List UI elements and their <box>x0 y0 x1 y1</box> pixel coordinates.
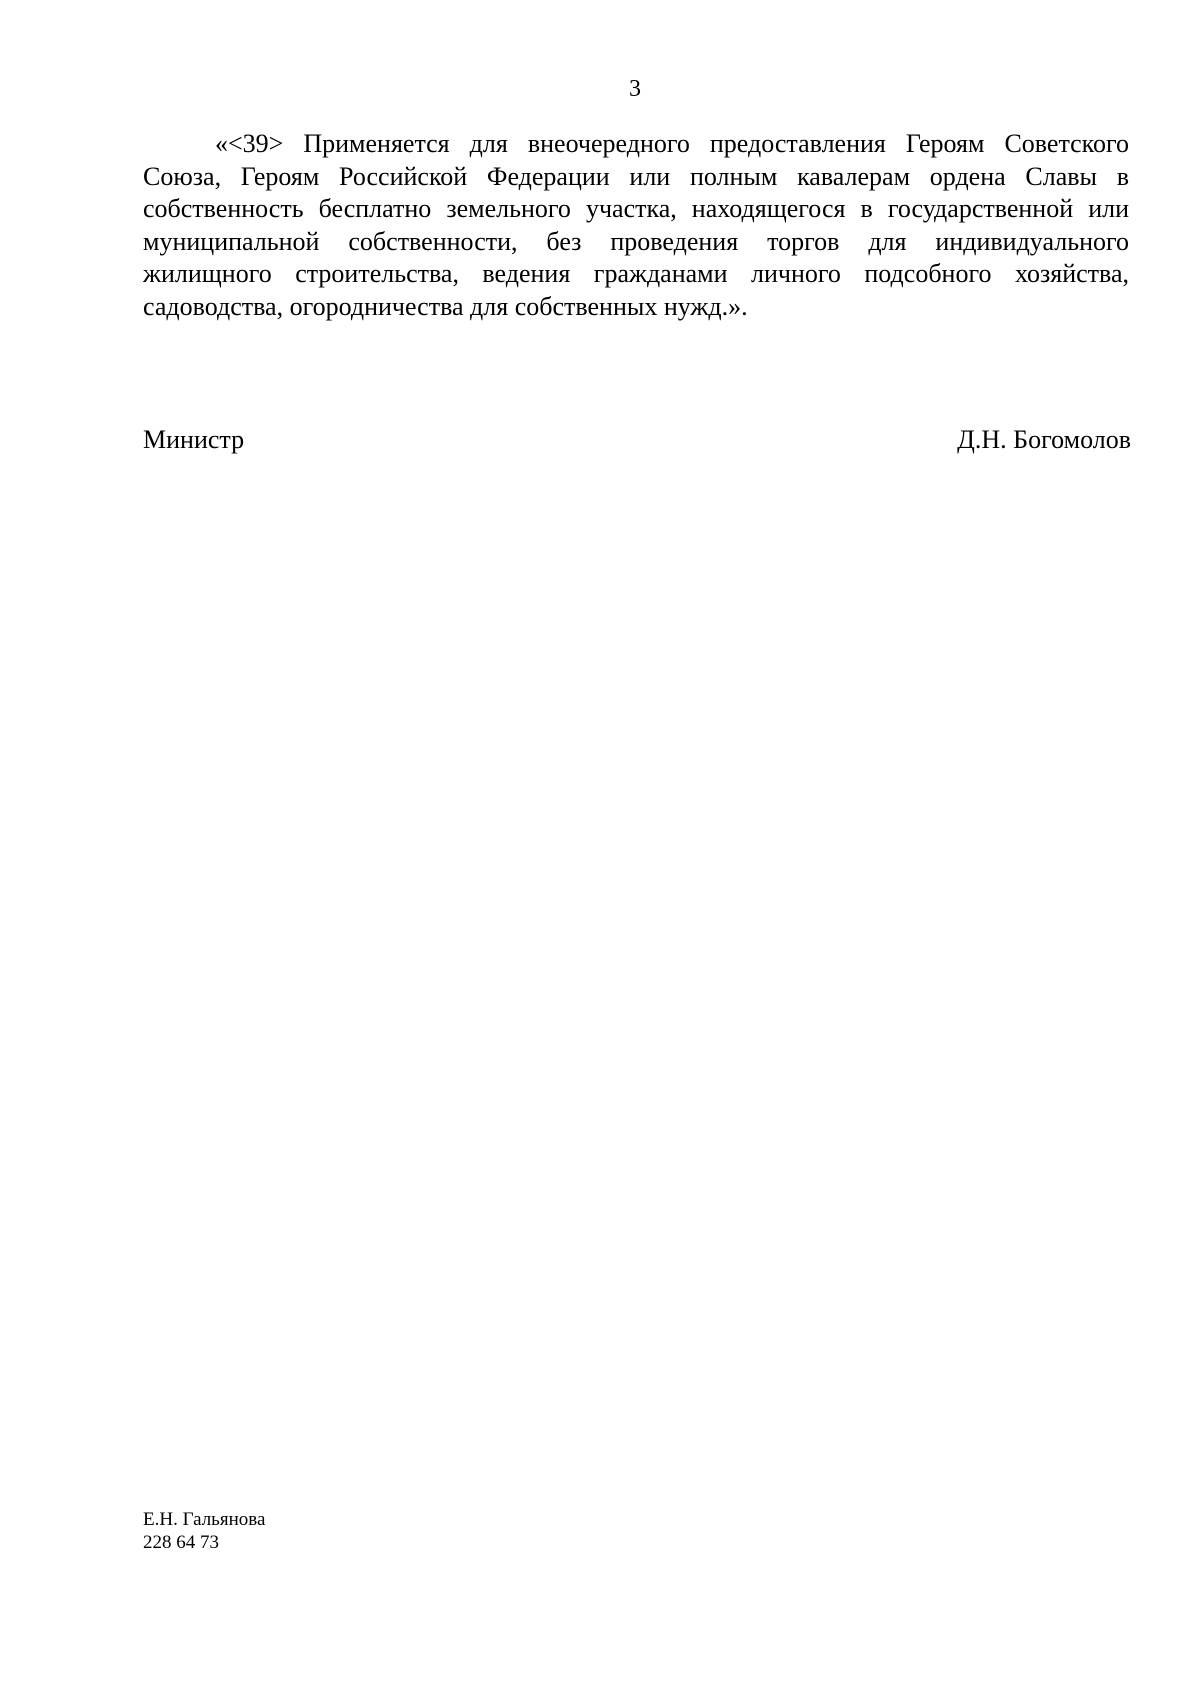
signatory-position: Министр <box>143 425 245 454</box>
page-number: 3 <box>629 76 641 102</box>
footnote-paragraph: «<39> Применяется для внеочередного предоставления Героям Советского Союза, Героям Российской Федерации или полным кавалерам ордена Славы в собственность бесплатно земельного участка, находящегося в государственной или муниципальной собственности, без проведения торгов для индивидуального жилищного строительства, ведения гражданами личного подсобного хозяйства, садоводства, огородничества для собственных нужд.». <box>143 129 1129 321</box>
signature-block <box>143 424 1131 456</box>
executor-info <box>143 1508 265 1554</box>
executor-name: Е.Н. Гальянова <box>143 1509 266 1530</box>
executor-phone: 228 64 73 <box>143 1532 219 1553</box>
signatory-name: Д.Н. Богомолов <box>957 425 1131 454</box>
